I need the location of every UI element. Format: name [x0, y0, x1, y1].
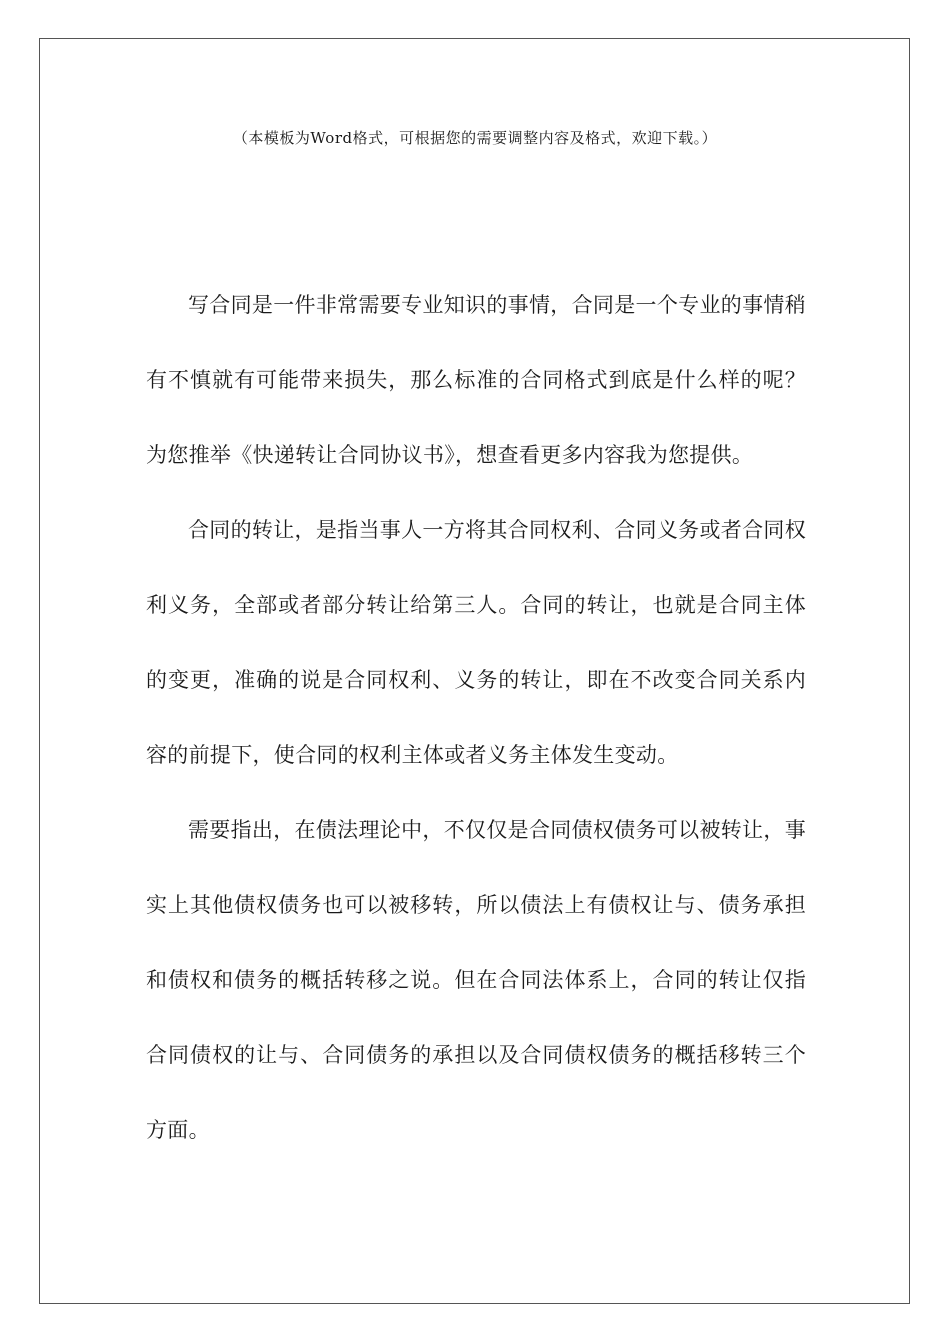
paragraph-intro: 写合同是一件非常需要专业知识的事情，合同是一个专业的事情稍有不慎就有可能带来损失，那么标准的合同格式到底是什么样的呢？为您推举《快递转让合同协议书》，想查看更多内容我为您提供。 [146, 293, 806, 467]
paragraph-definition: 合同的转让，是指当事人一方将其合同权利、合同义务或者合同权利义务，全部或者部分转让给第三人。合同的转让，也就是合同主体的变更，准确的说是合同权利、义务的转让，即在不改变合同关系内容的前提下，使合同的权利主体或者义务主体发生变动。 [146, 518, 806, 767]
document-body [146, 268, 806, 1168]
template-note: （本模板为Word格式，可根据您的需要调整内容及格式，欢迎下载。） [232, 129, 718, 147]
paragraph-scope: 需要指出，在债法理论中，不仅仅是合同债权债务可以被转让，事实上其他债权债务也可以被移转，所以债法上有债权让与、债务承担和债权和债务的概括转移之说。但在合同法体系上，合同的转让仅指合同债权的让与、合同债务的承担以及合同债权债务的概括移转三个方面。 [146, 818, 806, 1142]
